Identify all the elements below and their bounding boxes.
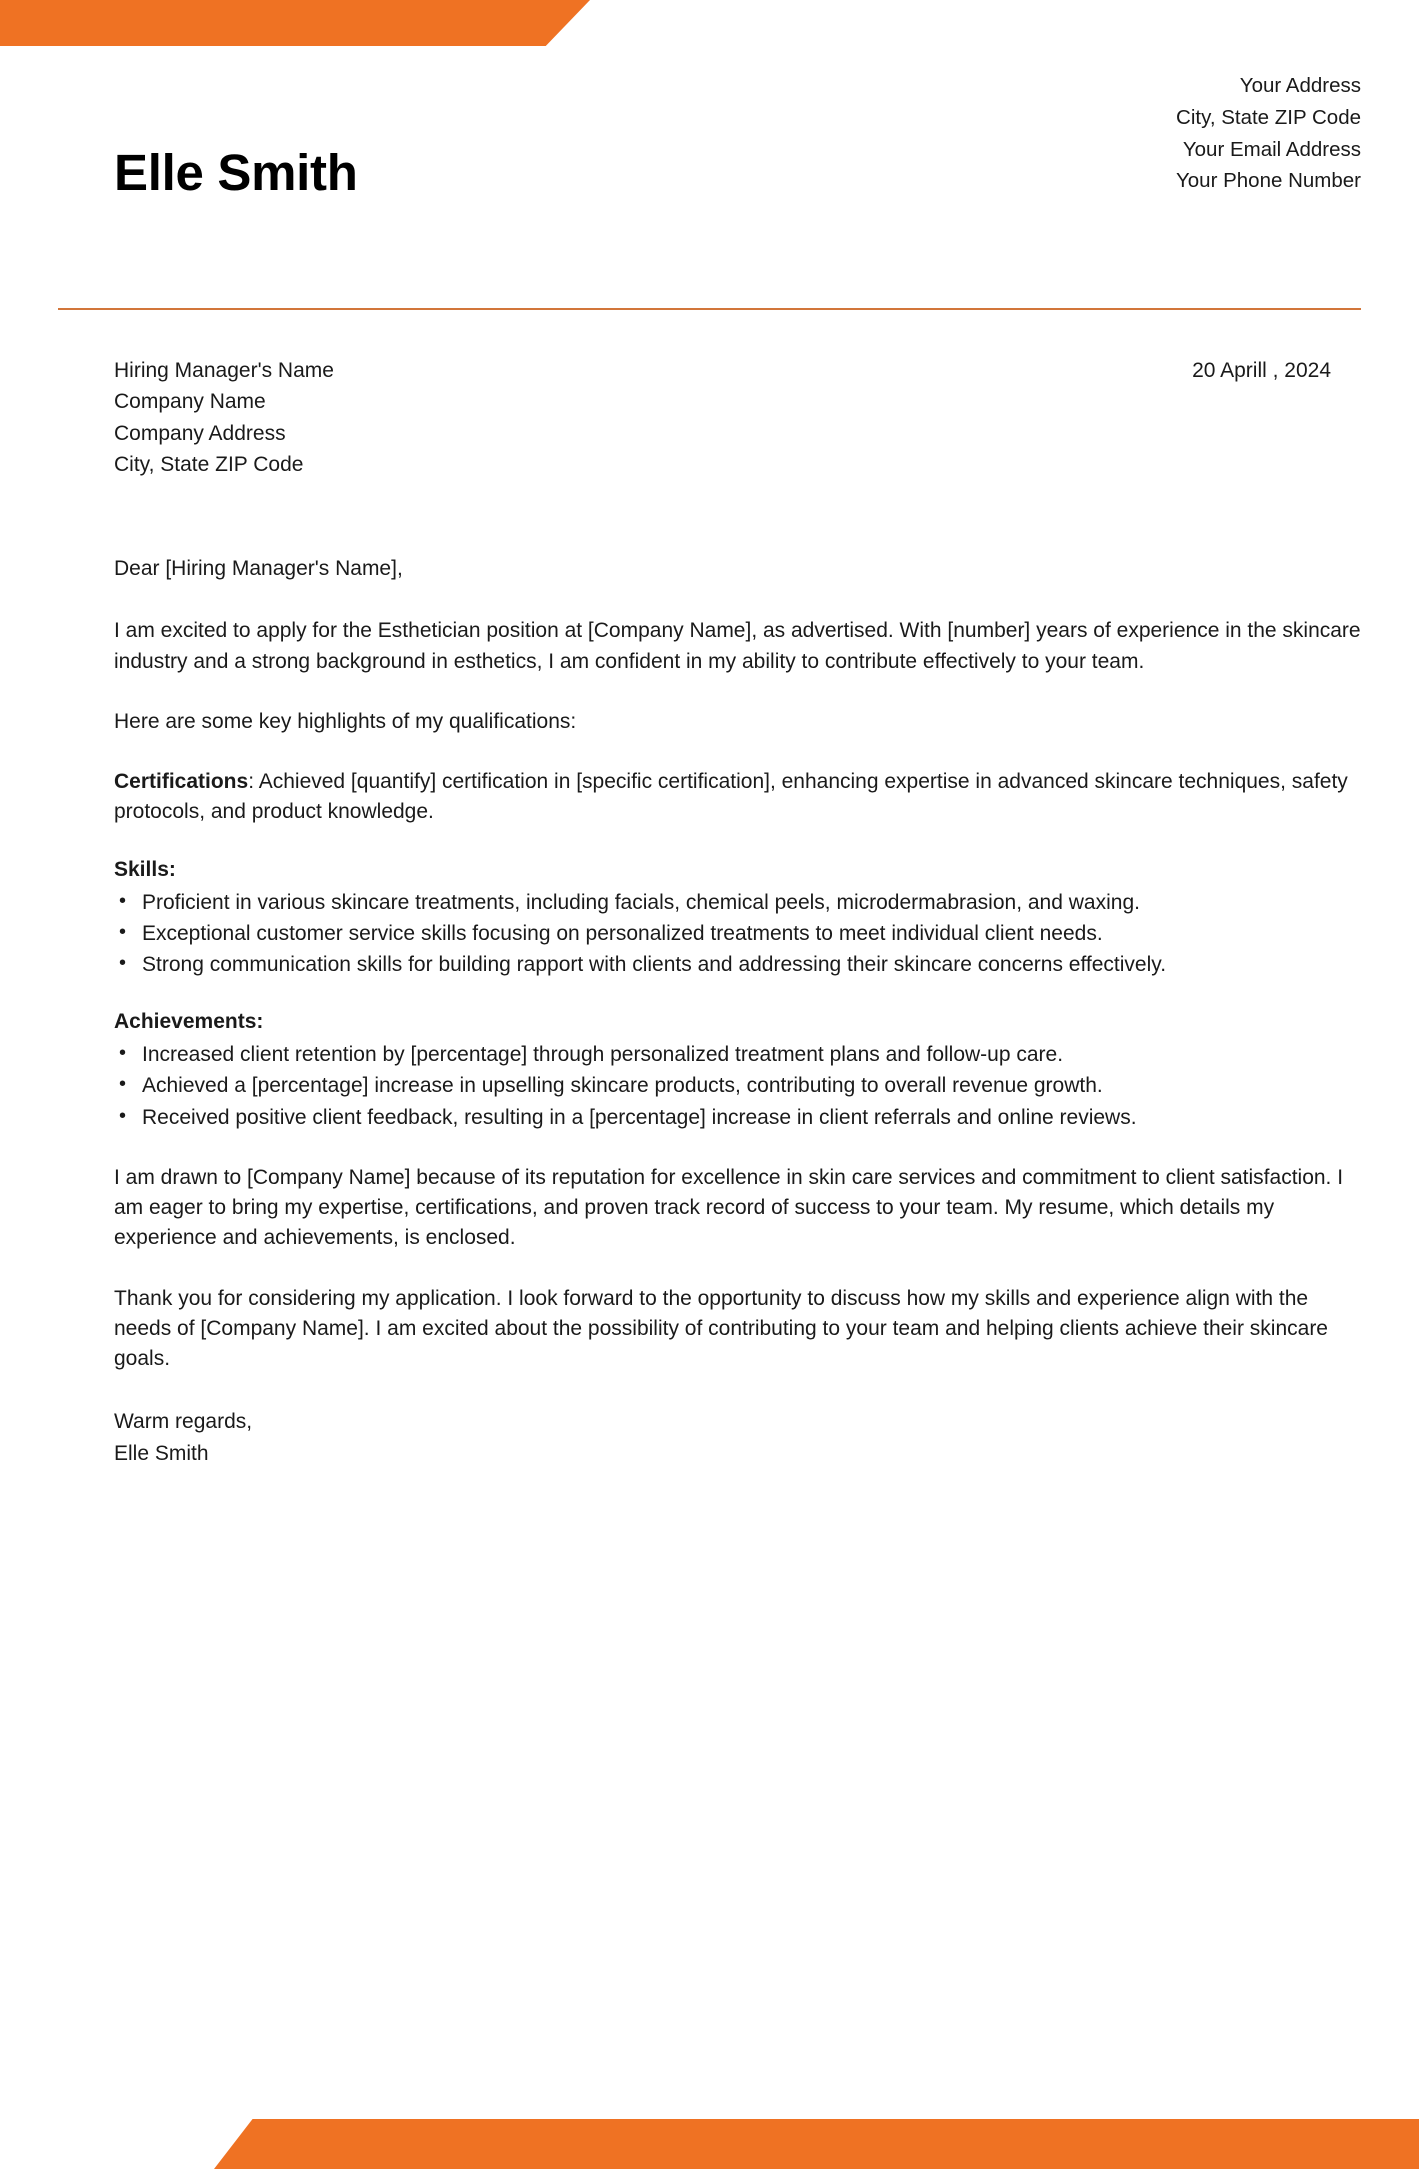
signoff-text: Warm regards, [114,1410,253,1434]
sender-phone-line: Your Phone Number [1175,169,1361,193]
letter-body [0,355,1419,1469]
certifications-label: Certifications [114,770,249,794]
letter-header [0,70,1419,203]
list-item: • Achieved a [percentage] increase in upselling skincare products, contributing to overall revenue growth. [114,1071,1361,1101]
sender-email-line: Your Email Address [1182,137,1361,161]
certifications-paragraph [114,767,1361,827]
sender-address-line: Your Address [1239,74,1361,97]
intro-paragraph: I am excited to apply for the Esthetician position at [Company Name], as advertised. With [number] years of experience in the skincare industry and a strong background in esthetics, I am confident in my ability to contribute effectively to your team. [114,619,1361,673]
recipient-row [114,355,1361,480]
closing-paragraph-one: I am drawn to [Company Name] because of its reputation for excellence in skin care services and commitment to client satisfaction. I am eager to bring my expertise, certifications, and proven track record of success to your team. My resume, which details my experience and achievements, is enclosed. [114,1165,1344,1250]
skills-heading: Skills: [114,857,176,881]
skills-list [114,888,1361,981]
top-accent-bar [0,0,590,46]
achievements-heading: Achievements: [114,1010,264,1034]
recipient-block [114,355,334,480]
bottom-accent-bar [214,2119,1419,2169]
salutation: Dear [Hiring Manager's Name], [114,557,403,581]
list-item: • Strong communication skills for building rapport with clients and addressing their skincare concerns effectively. [114,950,1361,980]
letter-date: 20 Aprill , 2024 [1192,359,1331,382]
signoff-block [114,1406,1361,1469]
sender-contact-block [1176,70,1361,203]
list-item: • Exceptional customer service skills focusing on personalized treatments to meet individual client needs. [114,919,1361,949]
letter-content [114,554,1361,1469]
list-item: • Proficient in various skincare treatments, including facials, chemical peels, microdermabrasion, and waxing. [114,888,1361,918]
closing-paragraph-two: Thank you for considering my application. I look forward to the opportunity to discuss how my skills and experience align with the needs of [Company Name]. I am excited about the possibility of contributing to your team and helping clients achieve their skincare goals. [114,1286,1328,1371]
certifications-text: : Achieved [quantify] certification in [specific certification], enhancing expertise in advanced skincare techniques, safety protocols, and product knowledge. [114,770,1348,824]
achievements-list [114,1040,1361,1133]
signature-name: Elle Smith [114,1441,209,1465]
header-divider [58,308,1361,310]
recipient-name-line: Hiring Manager's Name [114,359,334,382]
list-item: • Received positive client feedback, resulting in a [percentage] increase in client referrals and online reviews. [114,1103,1361,1133]
list-item: • Increased client retention by [percentage] through personalized treatment plans and follow-up care. [114,1040,1361,1070]
recipient-address-line: Company Address [114,421,286,445]
recipient-company-line: Company Name [114,390,266,414]
highlights-lead: Here are some key highlights of my qualifications: [114,709,577,733]
recipient-city-line: City, State ZIP Code [114,452,304,476]
sender-city-line: City, State ZIP Code [1176,105,1361,129]
page-title: Elle Smith [114,143,358,201]
